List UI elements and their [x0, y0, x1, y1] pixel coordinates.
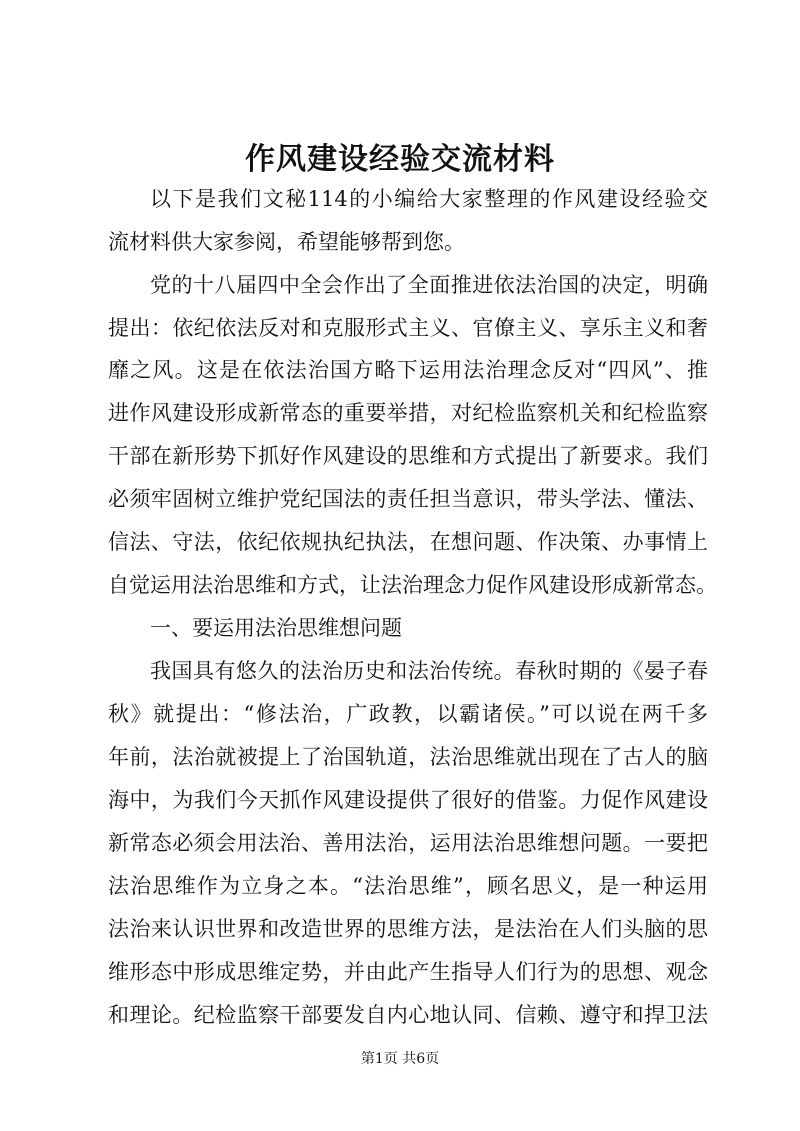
document-title: 作风建设经验交流材料 — [245, 142, 555, 177]
paragraph-line: 和理论。纪检监察干部要发自内心地认同、信赖、遵守和捍卫法 — [108, 1003, 708, 1027]
paragraph-line: 信法、守法，依纪依规执纪执法，在想问题、作决策、办事情上 — [108, 530, 708, 554]
paragraph-line: 我国具有悠久的法治历史和法治传统。春秋时期的《晏子春 — [150, 659, 708, 683]
paragraph-line: 法治来认识世界和改造世界的思维方法，是法治在人们头脑的思 — [108, 917, 708, 941]
paragraph-line: 法治思维作为立身之本。“法治思维”，顾名思义，是一种运用 — [108, 874, 708, 898]
paragraph-line: 以下是我们文秘114的小编给大家整理的作风建设经验交 — [150, 187, 708, 211]
paragraph-line: 新常态必须会用法治、善用法治，运用法治思维想问题。一要把 — [108, 831, 708, 855]
paragraph-line: 党的十八届四中全会作出了全面推进依法治国的决定，明确 — [150, 273, 708, 297]
paragraph-line: 进作风建设形成新常态的重要举措，对纪检监察机关和纪检监察 — [108, 401, 708, 425]
paragraph-line: 干部在新形势下抓好作风建设的思维和方式提出了新要求。我们 — [108, 444, 708, 468]
paragraph-line: 秋》就提出：“修法治，广政教，以霸诸侯。”可以说在两千多 — [108, 702, 708, 726]
page-number: 第1页 共6页 — [360, 1051, 440, 1067]
paragraph-line: 必须牢固树立维护党纪国法的责任担当意识，带头学法、懂法、 — [108, 487, 708, 511]
paragraph-line: 年前，法治就被提上了治国轨道，法治思维就出现在了古人的脑 — [108, 745, 708, 769]
paragraph-line: 维形态中形成思维定势，并由此产生指导人们行为的思想、观念 — [108, 960, 708, 984]
paragraph-line: 自觉运用法治思维和方式，让法治理念力促作风建设形成新常态。 — [108, 573, 717, 597]
paragraph-line: 靡之风。这是在依法治国方略下运用法治理念反对“四风”、推 — [108, 358, 708, 382]
paragraph-line: 海中，为我们今天抓作风建设提供了很好的借鉴。力促作风建设 — [108, 788, 708, 812]
paragraph-line: 提出：依纪依法反对和克服形式主义、官僚主义、享乐主义和奢 — [108, 316, 708, 340]
section-heading: 一、要运用法治思维想问题 — [150, 616, 402, 640]
paragraph-line: 流材料供大家参阅，希望能够帮到您。 — [108, 230, 465, 254]
